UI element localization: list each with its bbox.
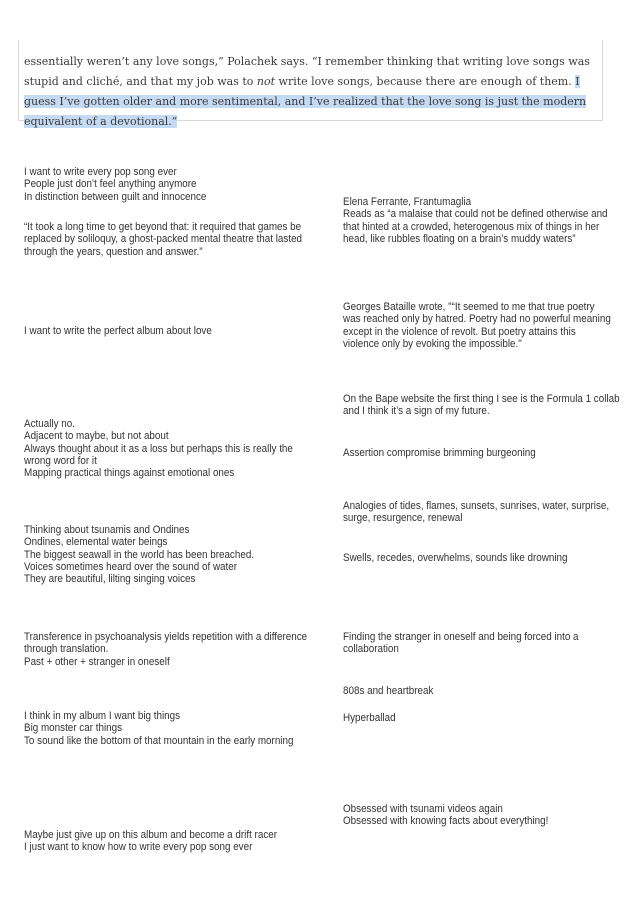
note-obsessed — [343, 803, 624, 828]
note-line: Finding the stranger in oneself and being forced into a collaboration — [343, 631, 579, 656]
note-line: Hyperballad — [343, 712, 396, 724]
note-ferrante — [343, 196, 624, 245]
excerpt-emphasis: not — [256, 75, 276, 88]
note-808s — [343, 685, 624, 697]
note-line: On the Bape website the first thing I see is the Formula 1 collab and I think it’s a sign of my future. — [343, 393, 620, 418]
note-line: I want to write every pop song ever — [24, 166, 177, 178]
note-actually-no — [24, 418, 320, 479]
note-line: To sound like the bottom of that mountain in the early morning — [24, 734, 294, 747]
excerpt-text-continued: write love songs, because there are enough of them. — [275, 75, 576, 88]
note-line: “It took a long time to get beyond that: it required that games be replaced by soliloquy, a ghost-packed mental theatre that lasted through the years, question and answer.” — [24, 221, 303, 258]
note-transference — [24, 631, 320, 668]
note-line: Analogies of tides, flames, sunsets, sunrises, water, surprise, surge, resurgence, renewal — [343, 500, 610, 525]
note-pop-song — [24, 166, 303, 203]
note-line: Assertion compromise brimming burgeoning — [343, 447, 536, 459]
note-line: Actually no. — [24, 418, 75, 430]
note-line: I want to write the perfect album about love — [24, 325, 212, 337]
note-perfect-album — [24, 325, 303, 337]
note-hyperballad — [343, 712, 624, 724]
note-line: Reads as “a malaise that could not be defined otherwise and that hinted at a crowded, heterogenous mix of things in her head, like rubbles floating on a brain’s muddy waters” — [343, 208, 608, 245]
note-tsunamis-ondines — [24, 524, 320, 585]
note-line: I think in my album I want big things — [24, 710, 181, 722]
note-line: Adjacent to maybe, but not about — [24, 430, 169, 443]
note-stranger — [343, 631, 615, 656]
note-line: Georges Bataille wrote, "“It seemed to me that true poetry was reached only by hatred. Poetry had no powerful meaning except in the violence of revolt. But poetry attains this violence only by evoking the impossible." — [343, 301, 611, 350]
note-line: The biggest seawall in the world has been breached. — [24, 548, 255, 561]
highlighted-selection[interactable]: I guess I’ve gotten older and more sentimental, and I’ve realized that the love song is just the modern equivalent of a devotional.” — [24, 75, 587, 128]
note-line: Mapping practical things against emotional ones — [24, 467, 235, 480]
note-bape — [343, 393, 624, 418]
note-line: 808s and heartbreak — [343, 685, 434, 697]
note-line: I just want to know how to write every pop song ever — [24, 841, 253, 854]
note-analogies — [343, 500, 615, 525]
note-line: In distinction between guilt and innocence — [24, 190, 207, 203]
note-line: Big monster car things — [24, 722, 123, 735]
note-drift-racer — [24, 829, 320, 854]
note-line: Maybe just give up on this album and become a drift racer — [24, 829, 278, 841]
note-line: Swells, recedes, overwhelms, sounds like drowning — [343, 552, 568, 564]
note-line: People just don’t feel anything anymore — [24, 178, 197, 191]
note-swells — [343, 552, 624, 564]
note-line: Transference in psychoanalysis yields repetition with a difference through translation. — [24, 631, 308, 656]
note-line: Ondines, elemental water beings — [24, 536, 168, 549]
article-excerpt — [24, 52, 592, 132]
note-line: Thinking about tsunamis and Ondines — [24, 524, 190, 536]
note-line: Obsessed with knowing facts about everything! — [343, 815, 549, 828]
note-line: Obsessed with tsunami videos again — [343, 803, 503, 815]
note-line: Always thought about it as a loss but perhaps this is really the wrong word for it — [24, 442, 293, 467]
note-line: Elena Ferrante, Frantumaglia — [343, 196, 472, 208]
note-big-things — [24, 710, 308, 747]
note-line: Past + other + stranger in oneself — [24, 655, 170, 668]
note-soliloquy-quote — [24, 221, 320, 258]
excerpt-text: essentially weren’t any love songs,” Polachek says. “I remember thinking that writing love songs was stupid and cliché, and that my job was to — [24, 55, 590, 88]
note-line: Voices sometimes heard over the sound of water — [24, 560, 238, 573]
note-assertion — [343, 447, 624, 459]
note-bataille — [343, 301, 615, 350]
note-line: They are beautiful, lilting singing voices — [24, 573, 196, 586]
